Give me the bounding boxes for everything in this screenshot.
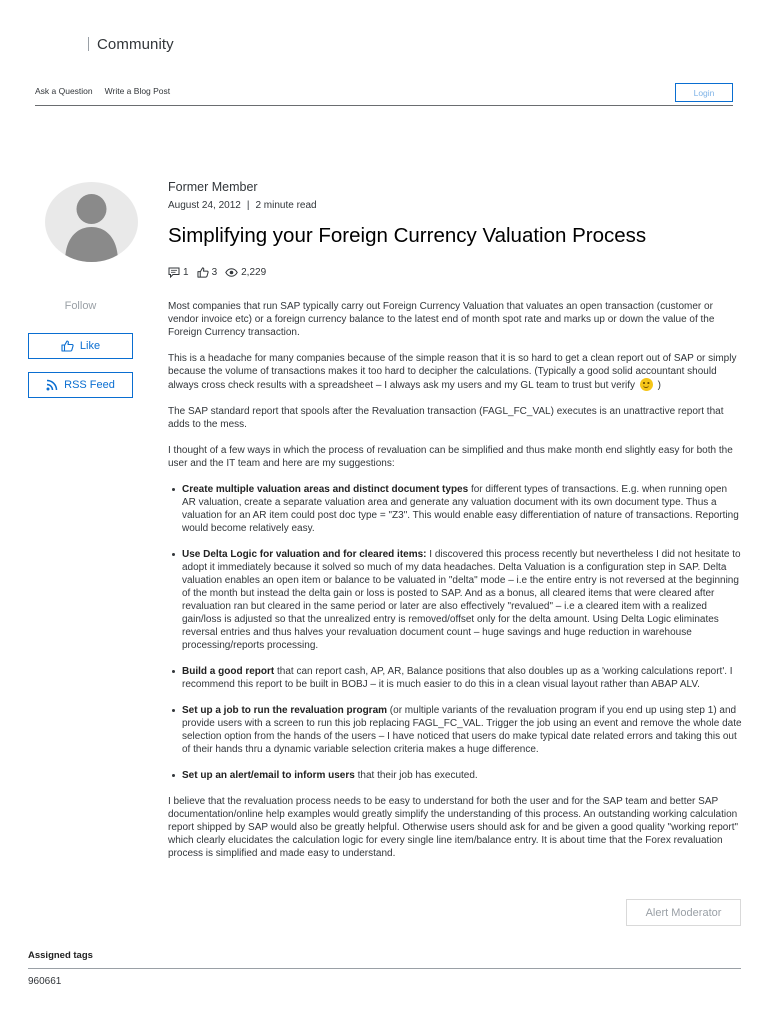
list-item-text: that can report cash, AP, AR, Balance positions that also doubles up as a 'working calculations report'. I recommend this report to be built in BOBJ – it is much easier to do this in a clean visual layout rather than ABAP ALV. [182, 666, 733, 690]
comments-stat[interactable] [168, 267, 189, 278]
list-item-heading: Set up an alert/email to inform users [182, 770, 355, 781]
smiley-icon [640, 378, 653, 391]
rss-feed-label: RSS Feed [64, 379, 115, 391]
rss-feed-button[interactable] [28, 372, 133, 398]
paragraph: The SAP standard report that spools after the Revaluation transaction (FAGL_FC_VAL) executes is an unattractive report that adds to the mess. [168, 406, 724, 430]
list-item-heading: Create multiple valuation areas and distinct document types [182, 484, 469, 495]
avatar [45, 182, 138, 262]
comment-icon [168, 267, 180, 278]
suggestions-list [182, 483, 742, 782]
article-body [168, 300, 742, 873]
views-stat [225, 267, 266, 278]
list-item-heading: Use Delta Logic for valuation and for cleared items: [182, 549, 427, 560]
list-item [182, 548, 742, 652]
list-item-heading: Set up a job to run the revaluation program [182, 705, 388, 716]
likes-count: 3 [211, 267, 218, 278]
person-icon [45, 182, 138, 262]
paragraph: I thought of a few ways in which the process of revaluation can be simplified and thus make month end slightly easy for both the user and the IT team and here are my suggestions: [168, 445, 733, 469]
likes-stat[interactable] [197, 267, 218, 278]
page-title: Simplifying your Foreign Currency Valuation Process [168, 224, 647, 247]
site-header [0, 0, 768, 106]
rss-icon [46, 379, 58, 391]
paragraph-text: This is a headache for many companies because of the simple reason that it is so hard to get a clean report out of SAP or simply because the volume of transactions makes it too hard to decipher the calculations. (Typically a good solid accountant should always cross check results with a spreadsheet – I always ask my users and my GL team to trust but verify [168, 353, 737, 391]
list-item-text: (or multiple variants of the revaluation program if you end up using step 1) and provide users with a screen to run this job replacing FAGL_FC_VAL. Trigger the job using an event and remove the whole date selection option from the hands of the users – I have noticed that users do make typical date related errors and taking this out of their hands thru a dynamic variable selection criteria makes a huge difference. [182, 705, 742, 755]
paragraph: I believe that the revaluation process needs to be easy to understand for both the user and for the SAP team and better SAP documentation/online help examples would greatly simplify the understanding of this process. An outstanding working calculation report shipped by SAP would also be greatly helpful. Otherwise users should ask for and be given a good quality "working report" which clearly elucidates the calculation logic for every single line item/balance entry. It is about time that the Forex revaluation process is simplified and made easy to understand. [168, 796, 739, 859]
list-item-text: that their job has executed. [354, 770, 478, 781]
tags-divider [28, 968, 741, 969]
paragraph-end: ) [657, 380, 661, 391]
list-item [182, 704, 742, 756]
follow-button[interactable]: Follow [64, 300, 97, 312]
views-count: 2,229 [241, 267, 267, 278]
ask-question-link[interactable]: Ask a Question [35, 86, 93, 96]
alert-moderator-button[interactable]: Alert Moderator [626, 899, 741, 926]
login-button[interactable]: Login [675, 83, 733, 102]
brand-divider [88, 37, 89, 51]
list-item [182, 483, 742, 535]
like-label: Like [79, 340, 101, 352]
post-stats [168, 267, 274, 278]
write-blog-post-link[interactable]: Write a Blog Post [104, 86, 171, 96]
header-divider [35, 105, 733, 106]
assigned-tags-heading: Assigned tags [28, 950, 93, 961]
list-item-text: I discovered this process recently but nevertheless I did not hesitate to adopt it immediately because it solved so much of my data headaches. Delta Valuation is a configuration step in SAP. Delta valuation enables an open item or balance to be valuated in "delta" mode – i.e the entire entry is not reversed at the beginning of the month but instead the delta gain or loss is posted to SAP. And as a bonus, all cleared items that were cleared after revaluation ran but cleared in the same period or later are also effectively "revalued" – i.e a cleared item with a realized gain/loss is adjusted so that the unrealized entry is removed/offset only for the delta amount. Using Delta Logic eliminates reversal entries and thus halves your revaluation document count – huge savings and huge reduction in warehouse processing/reports processing. [182, 549, 741, 651]
list-item-heading: Build a good report [182, 666, 275, 677]
paragraph [168, 352, 742, 392]
author-name[interactable]: Former Member [168, 180, 258, 194]
comments-count: 1 [183, 267, 189, 278]
thumbs-up-icon [197, 267, 209, 278]
like-button[interactable] [28, 333, 133, 359]
post-date: August 24, 2012 [168, 200, 241, 211]
thumbs-up-icon [61, 340, 74, 352]
post-meta [168, 200, 317, 211]
meta-separator: | [246, 200, 250, 211]
list-item [182, 665, 742, 691]
community-label[interactable]: Community [97, 35, 174, 53]
eye-icon [225, 268, 238, 277]
brand[interactable] [88, 34, 174, 54]
read-time: 2 minute read [255, 200, 317, 211]
list-item [182, 769, 742, 782]
tag-link[interactable]: 960661 [28, 976, 62, 987]
paragraph: Most companies that run SAP typically carry out Foreign Currency Valuation that valuates an open transaction (customer or vendor invoice etc) or a foreign currency balance to the latest end of month spot rate and marks up or down the value of the Foreign Currency transaction. [168, 301, 715, 338]
list-item-text: for different types of transactions. E.g. when running open AR valuation, create a separate valuation area and generate any valuation document with its own document type. Thus a valuation for an AR item could post doc type = "Z3". This would enable easy differentiation of nature of transactions. Reporting would become relatively easy. [182, 484, 739, 534]
top-nav [35, 86, 170, 96]
